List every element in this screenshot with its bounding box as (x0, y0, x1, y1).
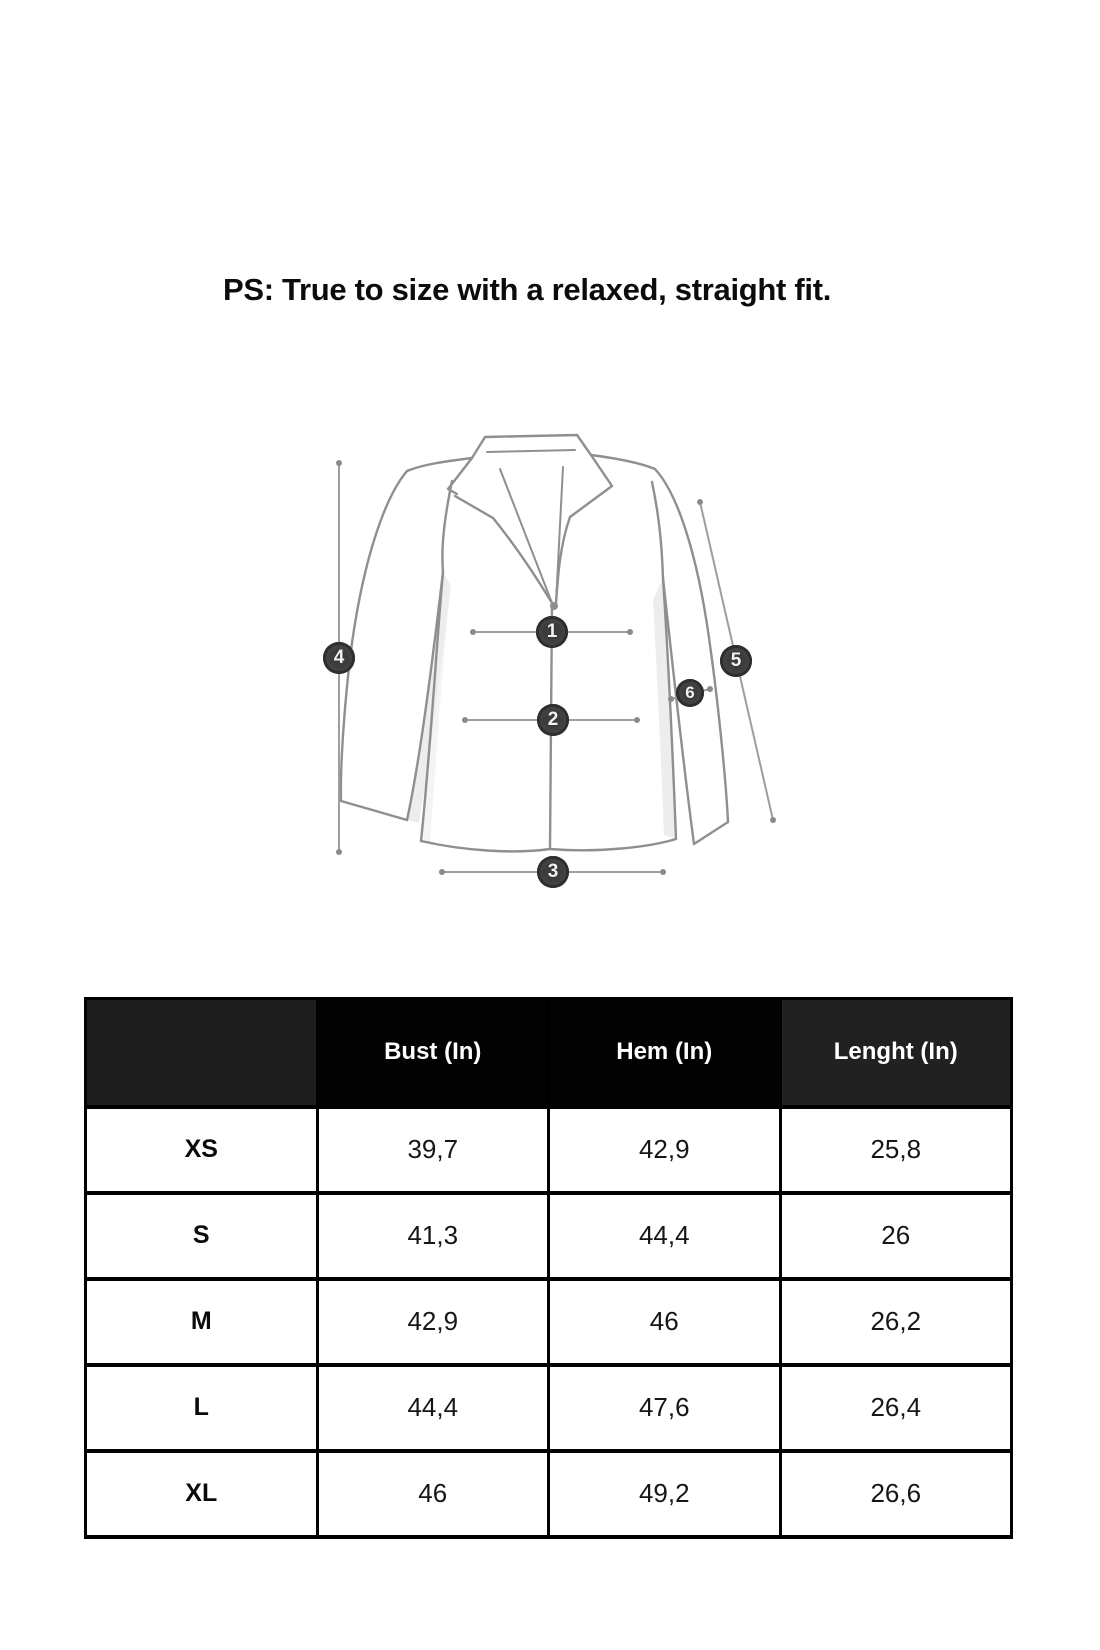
size-table-container (84, 997, 1013, 1539)
table-row-l (86, 1365, 1012, 1451)
header-cell-bust: Bust (In) (317, 999, 549, 1107)
header-cell-length: Lenght (In) (780, 999, 1012, 1107)
measurement-line-end-dots (336, 460, 776, 875)
bust-value: 42,9 (317, 1279, 549, 1365)
page-title: PS: True to size with a relaxed, straight fit. (222, 272, 832, 307)
marker-2-waist: 2 (537, 704, 569, 736)
size-label: XL (86, 1451, 318, 1537)
size-table-header-row (86, 999, 1012, 1107)
hem-value: 46 (549, 1279, 781, 1365)
marker-4-length: 4 (323, 642, 355, 674)
hem-value: 47,6 (549, 1365, 781, 1451)
marker-1-bust: 1 (536, 616, 568, 648)
length-value: 26 (780, 1193, 1012, 1279)
hem-value: 42,9 (549, 1107, 781, 1193)
size-table (84, 997, 1013, 1539)
header-cell-hem: Hem (In) (549, 999, 781, 1107)
length-value: 26,2 (780, 1279, 1012, 1365)
bust-value: 46 (317, 1451, 549, 1537)
blazer-measurement-diagram (280, 410, 780, 890)
length-value: 26,4 (780, 1365, 1012, 1451)
size-label: XS (86, 1107, 318, 1193)
length-value: 25,8 (780, 1107, 1012, 1193)
table-row-m (86, 1279, 1012, 1365)
measurement-lines (339, 463, 773, 872)
table-row-xs (86, 1107, 1012, 1193)
marker-3-hem: 3 (537, 856, 569, 888)
length-value: 26,6 (780, 1451, 1012, 1537)
size-label: M (86, 1279, 318, 1365)
marker-5-sleeve-length: 5 (720, 645, 752, 677)
marker-6-sleeve-width: 6 (676, 679, 704, 707)
bust-value: 39,7 (317, 1107, 549, 1193)
bust-value: 44,4 (317, 1365, 549, 1451)
size-label: S (86, 1193, 318, 1279)
header-cell-empty (86, 999, 318, 1107)
size-label: L (86, 1365, 318, 1451)
table-row-s (86, 1193, 1012, 1279)
blazer-sketch (280, 410, 780, 890)
bust-value: 41,3 (317, 1193, 549, 1279)
hem-value: 49,2 (549, 1451, 781, 1537)
hem-value: 44,4 (549, 1193, 781, 1279)
table-row-xl (86, 1451, 1012, 1537)
